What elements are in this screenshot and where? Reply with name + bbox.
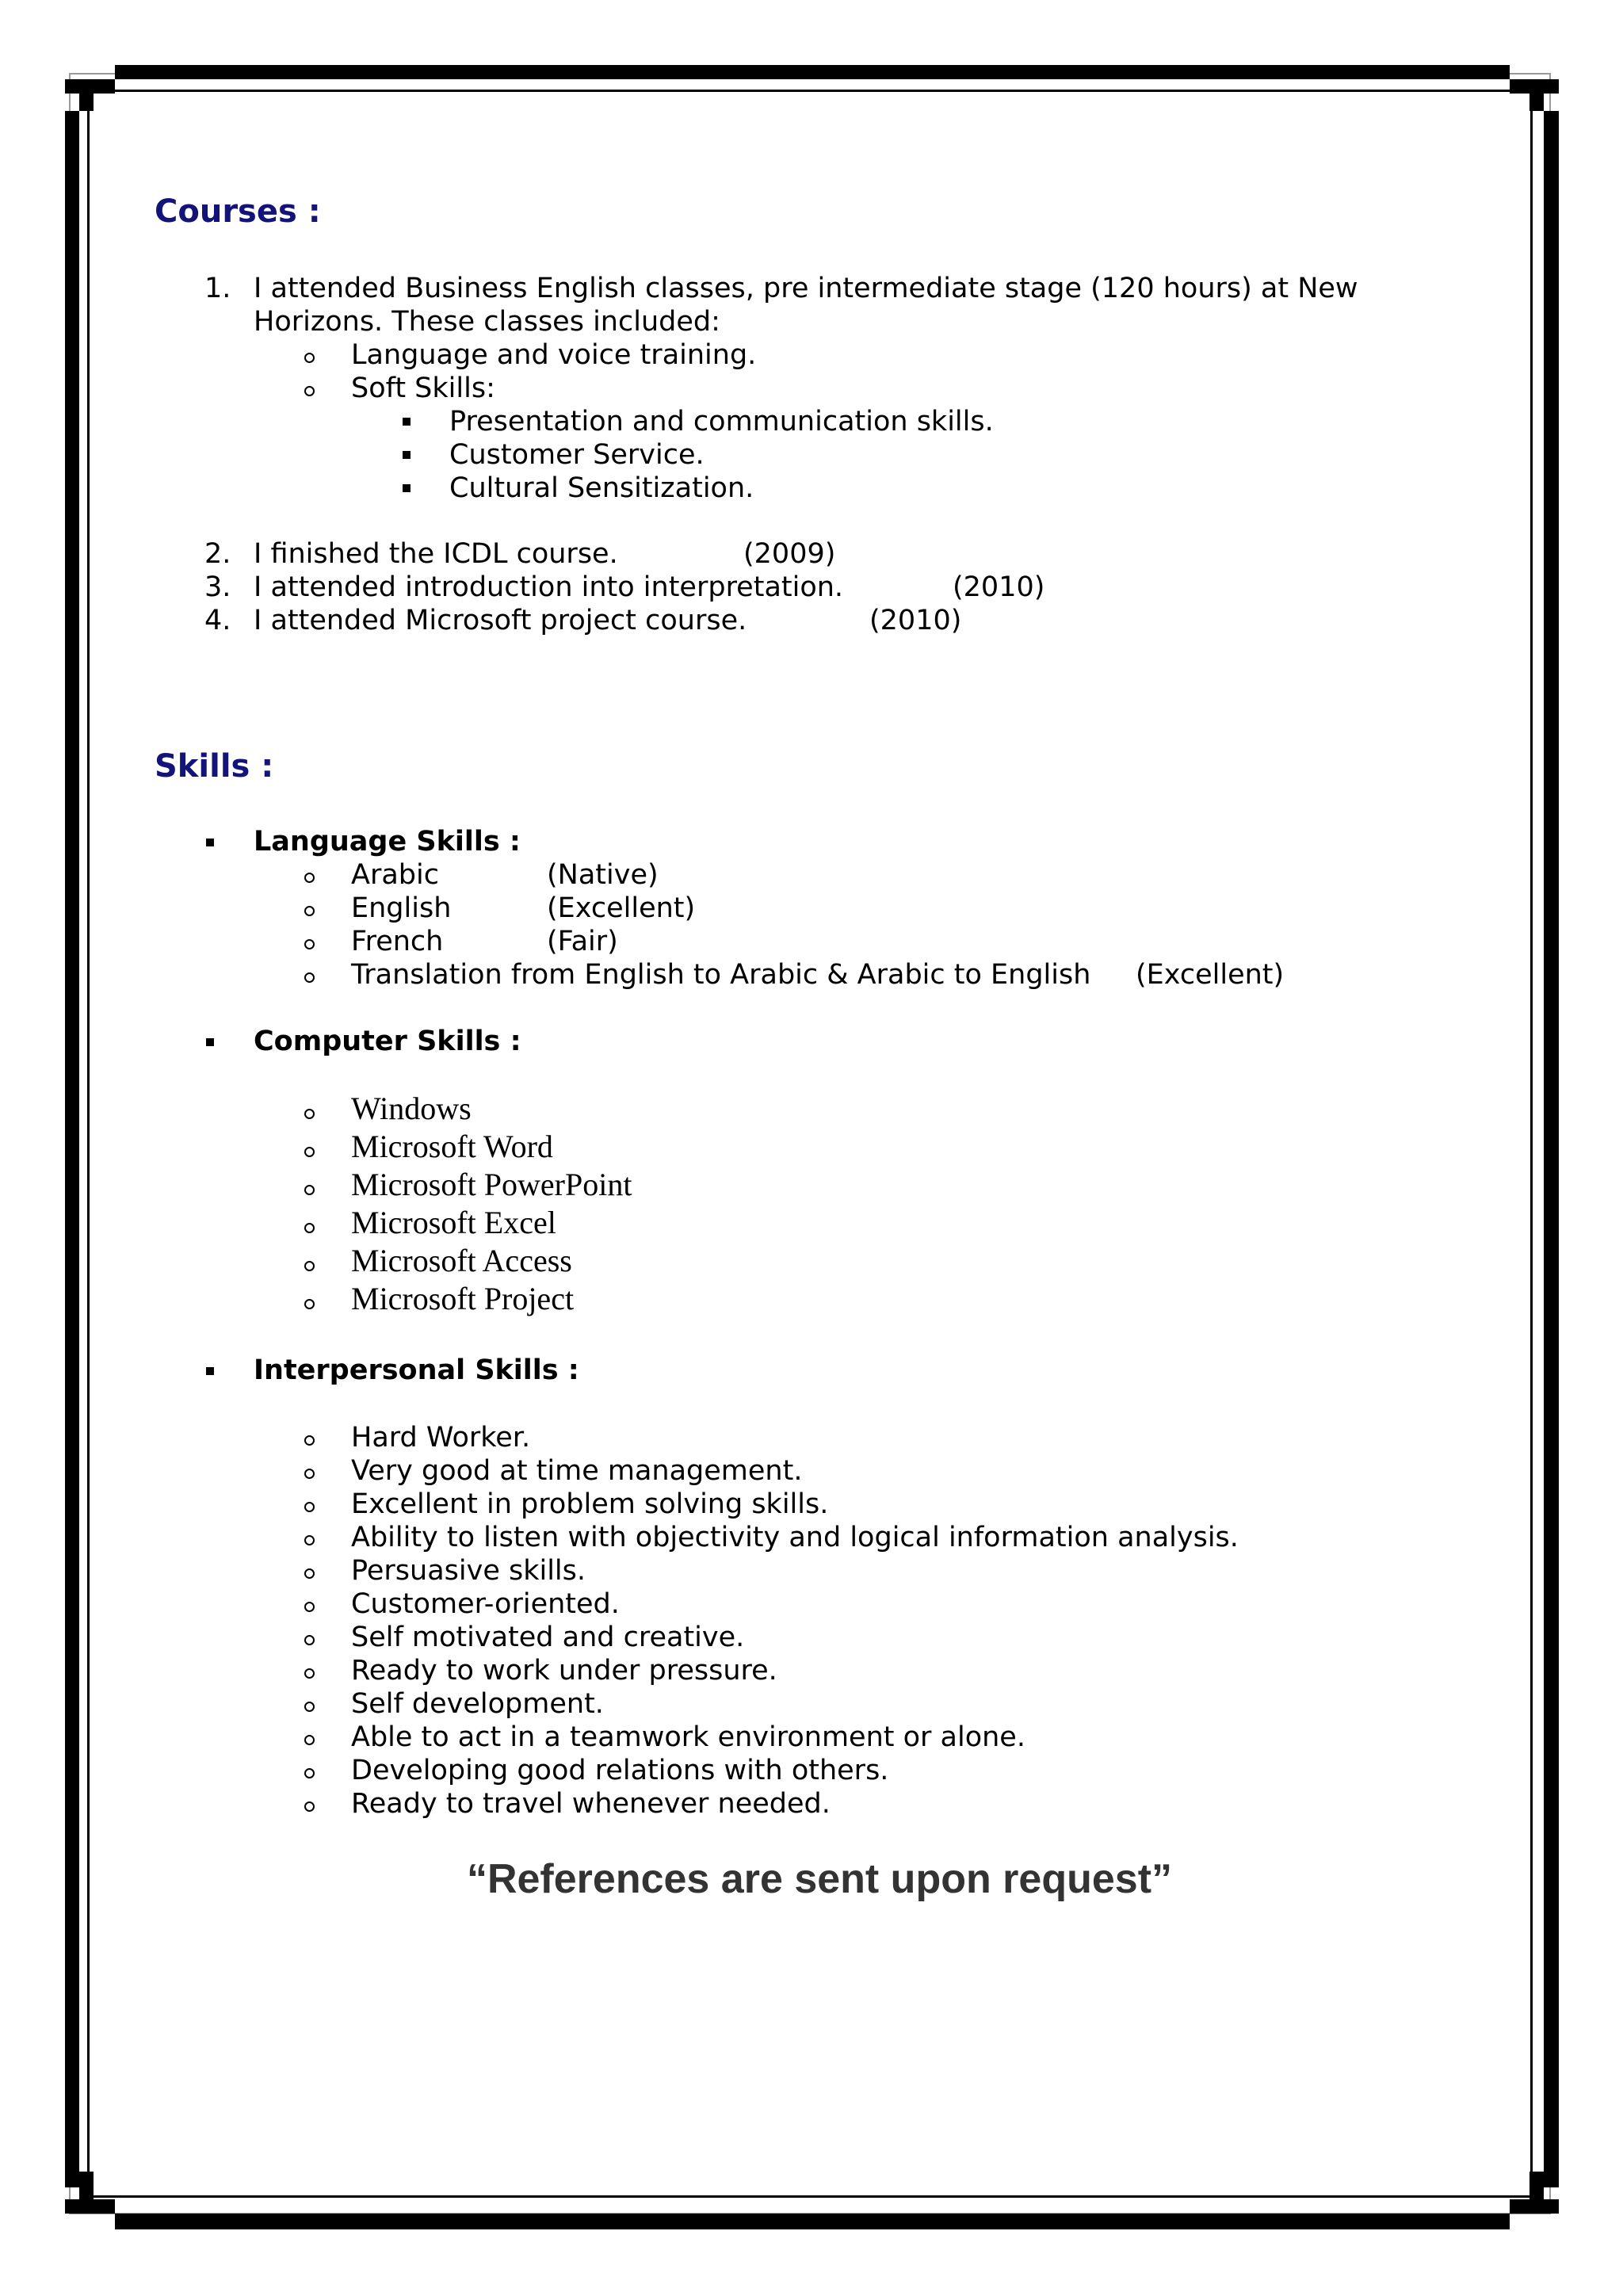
interpersonal-skill-item: Hard Worker. <box>351 1422 531 1454</box>
border-bar-top <box>115 65 1510 79</box>
course-text: I attended Microsoft project course. <box>254 605 747 636</box>
language-name: Translation from English to Arabic & Arabic to English <box>351 959 1091 991</box>
circle-bullet-icon <box>304 1435 315 1446</box>
language-level: (Excellent) <box>1136 959 1285 991</box>
interpersonal-skill-item: Ready to work under pressure. <box>351 1655 777 1687</box>
language-name: French <box>351 926 444 957</box>
interpersonal-skill-item: Ability to listen with objectivity and logical information analysis. <box>351 1522 1239 1553</box>
course-number: 2. <box>204 538 231 570</box>
corner-top-left-notch <box>79 79 94 111</box>
square-bullet-icon <box>403 484 411 492</box>
circle-bullet-icon <box>304 1535 315 1545</box>
circle-bullet-icon <box>304 1261 315 1271</box>
square-bullet-icon <box>403 451 411 459</box>
circle-bullet-icon <box>304 1801 315 1812</box>
circle-bullet-icon <box>304 1223 315 1233</box>
corner-top-right-notch <box>1529 79 1544 111</box>
computer-skill-item: Windows <box>351 1091 472 1126</box>
computer-skill-item: Microsoft Word <box>351 1129 553 1164</box>
language-name: English <box>351 892 452 924</box>
interpersonal-skill-item: Persuasive skills. <box>351 1555 586 1587</box>
circle-bullet-icon <box>304 873 315 883</box>
course-year: (2009) <box>743 538 836 570</box>
circle-bullet-icon <box>304 1602 315 1612</box>
courses-heading: Courses : <box>155 193 321 230</box>
language-name: Arabic <box>351 859 439 891</box>
circle-bullet-icon <box>304 972 315 983</box>
corner-bottom-right-notch <box>1529 2172 1544 2199</box>
references-note: “References are sent upon request” <box>466 1856 1173 1902</box>
course-text: I finished the ICDL course. <box>254 538 618 570</box>
soft-skill-item: Customer Service. <box>449 439 705 471</box>
circle-bullet-icon <box>304 906 315 916</box>
circle-bullet-icon <box>304 1147 315 1157</box>
course-text-continued: Horizons. These classes included: <box>254 306 720 338</box>
interpersonal-skill-item: Customer-oriented. <box>351 1588 620 1620</box>
square-bullet-icon <box>403 418 411 426</box>
course-subitem: Language and voice training. <box>351 339 757 371</box>
soft-skill-item: Cultural Sensitization. <box>449 472 754 504</box>
corner-bottom-left <box>65 2199 115 2214</box>
circle-bullet-icon <box>304 1299 315 1309</box>
interpersonal-skill-item: Ready to travel whenever needed. <box>351 1788 831 1820</box>
circle-bullet-icon <box>304 1185 315 1195</box>
language-level: (Native) <box>547 859 659 891</box>
border-bar-bottom <box>115 2214 1510 2229</box>
computer-skill-item: Microsoft Project <box>351 1281 575 1316</box>
circle-bullet-icon <box>304 1668 315 1679</box>
square-bullet-icon <box>206 1038 214 1046</box>
interpersonal-skill-item: Self motivated and creative. <box>351 1622 745 1653</box>
interpersonal-skill-item: Developing good relations with others. <box>351 1755 889 1786</box>
language-level: (Fair) <box>547 926 618 957</box>
circle-bullet-icon <box>304 1568 315 1579</box>
language-skills-title: Language Skills : <box>254 826 521 858</box>
corner-bottom-left-notch <box>79 2172 94 2199</box>
circle-bullet-icon <box>304 353 315 363</box>
square-bullet-icon <box>206 839 214 846</box>
computer-skill-item: Microsoft PowerPoint <box>351 1167 632 1202</box>
computer-skills-title: Computer Skills : <box>254 1026 521 1057</box>
course-number: 3. <box>204 571 231 603</box>
course-text: I attended Business English classes, pre intermediate stage (120 hours) at New <box>254 273 1358 304</box>
interpersonal-skill-item: Very good at time management. <box>351 1455 803 1487</box>
circle-bullet-icon <box>304 1502 315 1512</box>
computer-skill-item: Microsoft Access <box>351 1243 572 1278</box>
course-text: I attended introduction into interpretation. <box>254 571 844 603</box>
language-level: (Excellent) <box>547 892 696 924</box>
interpersonal-skill-item: Self development. <box>351 1688 604 1720</box>
circle-bullet-icon <box>304 1735 315 1745</box>
course-year: (2010) <box>869 605 962 636</box>
soft-skill-item: Presentation and communication skills. <box>449 406 994 437</box>
course-subitem: Soft Skills: <box>351 372 495 404</box>
interpersonal-skill-item: Able to act in a teamwork environment or alone. <box>351 1721 1025 1753</box>
square-bullet-icon <box>206 1367 214 1375</box>
course-number: 1. <box>204 273 231 304</box>
interpersonal-skill-item: Excellent in problem solving skills. <box>351 1488 829 1520</box>
circle-bullet-icon <box>304 1702 315 1712</box>
course-number: 4. <box>204 605 231 636</box>
corner-bottom-right <box>1510 2199 1559 2214</box>
circle-bullet-icon <box>304 1768 315 1778</box>
interpersonal-skills-title: Interpersonal Skills : <box>254 1354 579 1386</box>
course-year: (2010) <box>953 571 1045 603</box>
computer-skill-item: Microsoft Excel <box>351 1205 556 1240</box>
circle-bullet-icon <box>304 939 315 949</box>
circle-bullet-icon <box>304 1109 315 1119</box>
circle-bullet-icon <box>304 386 315 396</box>
circle-bullet-icon <box>304 1469 315 1479</box>
circle-bullet-icon <box>304 1635 315 1645</box>
skills-heading: Skills : <box>155 748 274 785</box>
